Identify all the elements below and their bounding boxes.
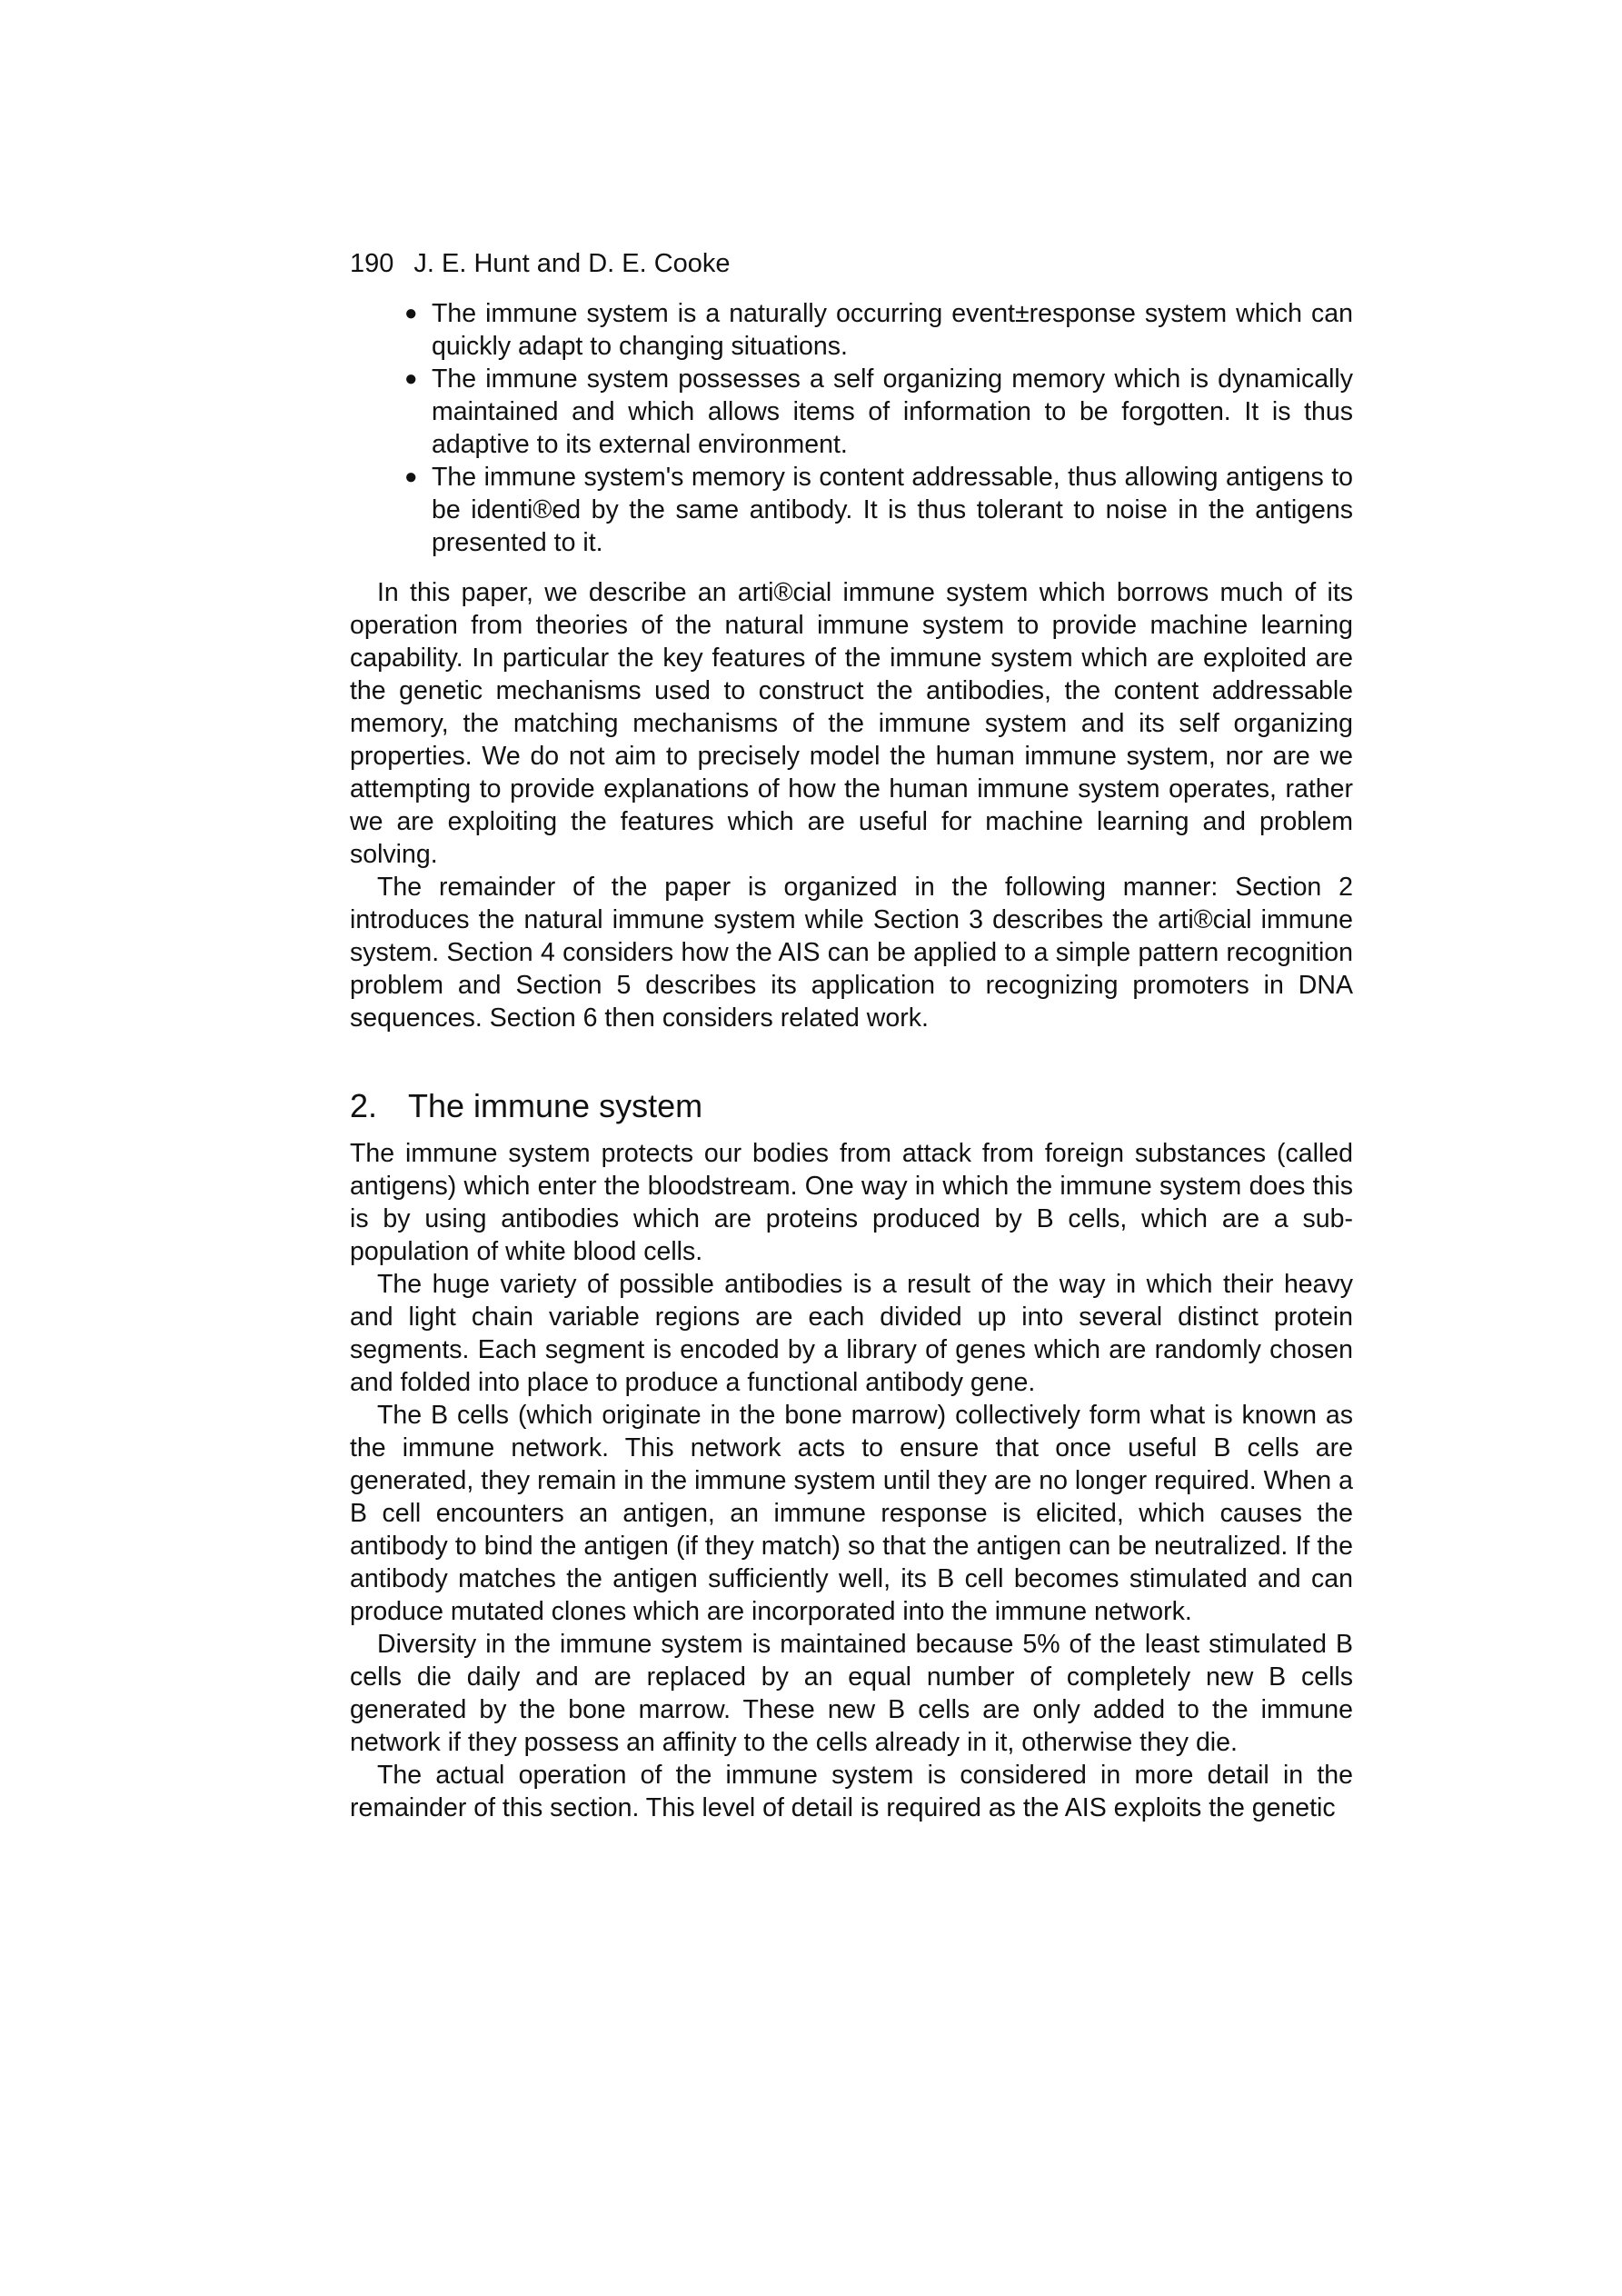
section-heading [350,1086,1353,1126]
body-paragraph: The actual operation of the immune system is considered in more detail in the remainder of this section. This level of detail is required as the AIS exploits the genetic [350,1761,1353,1822]
section-title: The immune system [408,1087,703,1124]
intro-paragraph: The remainder of the paper is organized in the following manner: Section 2 introduces the natural immune system while Section 3 describes the arti®cial immune system. Section 4 considers how the AIS can be applied to a simple pattern recognition problem and Section 5 describes its application to recognizing promoters in DNA sequences. Section 6 then considers related work. [350,873,1353,1033]
bullet-list [350,297,1353,559]
section-number: 2. [350,1087,378,1124]
body-paragraph: The huge variety of possible antibodies is a result of the way in which their heavy and light chain variable regions are each divided up into several distinct protein segments. Each segment is encoded by a library of genes which are randomly chosen and folded into place to produce a functional antibody gene. [350,1270,1353,1397]
paper-page [350,245,1353,1824]
running-head-authors: J. E. Hunt and D. E. Cooke [413,249,731,278]
body-paragraph: Diversity in the immune system is maintained because 5% of the least stimulated B cells die daily and are replaced by an equal number of completely new B cells generated by the bone marrow. These new B cells are only added to the immune network if they possess an affinity to the cells already in it, otherwise they die. [350,1630,1353,1757]
bullet-text: The immune system possesses a self organizing memory which is dynamically maintained and which allows items of information to be forgotten. It is thus adaptive to its external environment. [432,364,1353,459]
bullet-item [404,297,1353,363]
page-number: 190 [350,249,394,278]
running-head [350,245,1353,282]
bullet-item [404,461,1353,559]
bullet-dot-icon: ● [404,366,418,391]
intro-paragraph: In this paper, we describe an arti®cial immune system which borrows much of its operation from theories of the natural immune system to provide machine learning capability. In particular the key features of the immune system which are exploited are the genetic mechanisms used to construct the antibodies, the content addressable memory, the matching mechanisms of the immune system and its self organizing properties. We do not aim to precisely model the human immune system, nor are we attempting to provide explanations of how the human immune system operates, rather we are exploiting the features which are useful for machine learning and problem solving. [350,578,1353,869]
bullet-item [404,363,1353,461]
body-paragraph: The B cells (which originate in the bone marrow) collectively form what is known as the immune network. This network acts to ensure that once useful B cells are generated, they remain in the immune system until they are no longer required. When a B cell encounters an antigen, an immune response is elicited, which causes the antibody to bind the antigen (if they match) so that the antigen can be neutralized. If the antibody matches the antigen sufficiently well, its B cell becomes stimulated and can produce mutated clones which are incorporated into the immune network. [350,1401,1353,1626]
bullet-dot-icon: ● [404,464,418,489]
body-paragraph: The immune system protects our bodies from attack from foreign substances (called antigens) which enter the bloodstream. One way in which the immune system does this is by using antibodies which are proteins produced by B cells, which are a sub-population of white blood cells. [350,1139,1353,1266]
bullet-text: The immune system's memory is content addressable, thus allowing antigens to be identi®ed by the same antibody. It is thus tolerant to noise in the antigens presented to it. [432,463,1353,557]
bullet-dot-icon: ● [404,301,418,325]
bullet-text: The immune system is a naturally occurring event±response system which can quickly adapt to changing situations. [432,299,1353,361]
